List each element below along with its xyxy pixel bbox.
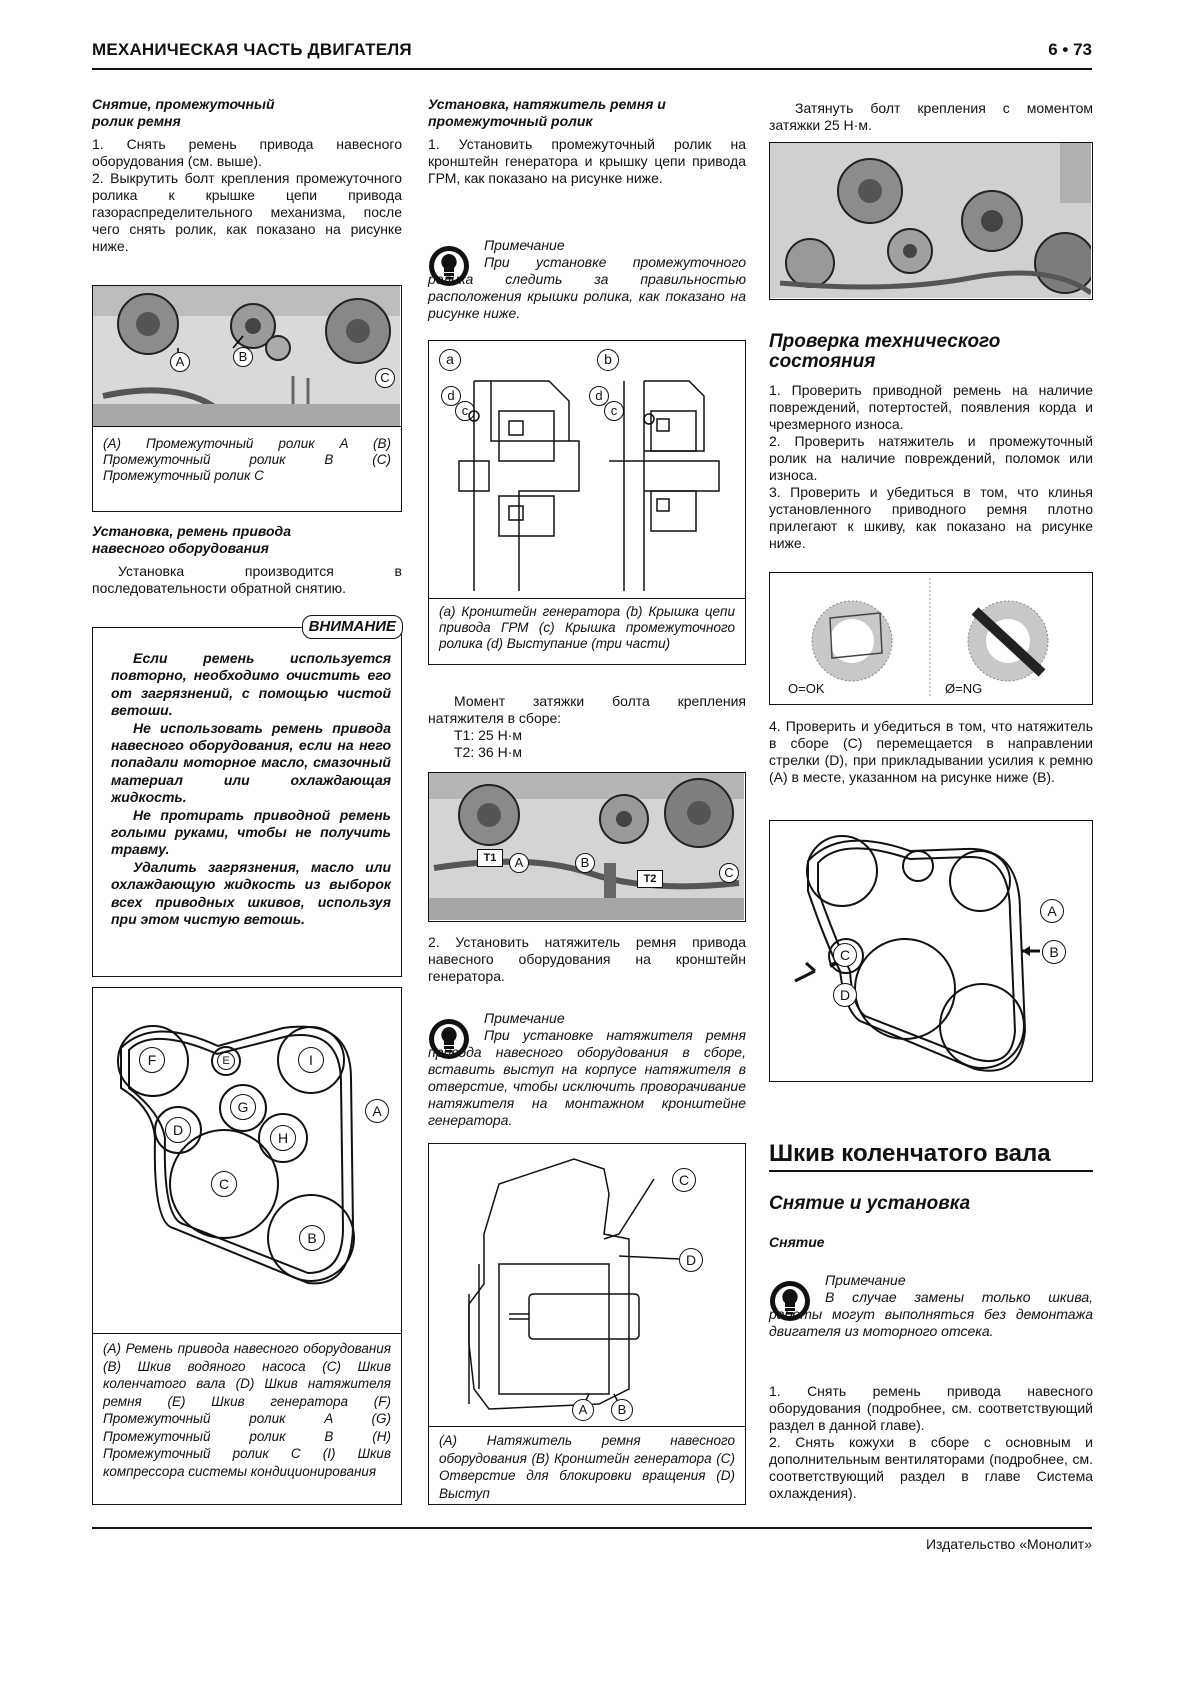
ok-label: O=OK: [788, 681, 825, 696]
callout-a: A: [509, 853, 529, 873]
callout-b: B: [575, 853, 595, 873]
figure-tensioner-photo: [428, 772, 746, 922]
callout-f: F: [139, 1047, 165, 1073]
subsection-removal-install: Снятие и установка: [769, 1193, 971, 1214]
callout-b: B: [611, 1399, 633, 1421]
figure-tensioner-bracket: [428, 1143, 746, 1505]
callout-a: A: [365, 1099, 389, 1123]
page-header: [92, 38, 1092, 70]
warning-box: [92, 618, 402, 977]
col3-check4-text: [769, 718, 1093, 786]
page-number: 6 • 73: [1048, 40, 1092, 59]
callout-d: D: [679, 1248, 703, 1272]
removal-step1: 1. Снять ремень привода навесного оборудования (подробнее, см. соответствующий раздел в данной главе).: [769, 1383, 1093, 1433]
publisher-footer: Издательство «Монолит»: [925, 1536, 1092, 1552]
note-title: Примечание: [825, 1272, 906, 1288]
warning-item: Если ремень используется повторно, необходимо очистить его от загрязнений, с помощью чистой ветоши.: [111, 650, 391, 719]
torque-t2: T2: 36 Н·м: [454, 744, 522, 760]
callout-g: G: [230, 1094, 256, 1120]
check2-text: 2. Проверить натяжитель и промежуточный ролик на наличие повреждений, поломок или износа.: [769, 433, 1093, 483]
figure-belt-routing: [92, 987, 402, 1505]
removal-step2: 2. Снять кожухи в сборе с основным и дополнительным вентиляторами (подробнее, см. соответствующий раздел в главе Система охлаждения).: [769, 1434, 1093, 1501]
callout-a-lower: a: [439, 349, 461, 371]
engine-photo-2: [429, 773, 744, 920]
col1-install-text: [92, 523, 402, 597]
col2-step2-text: [428, 934, 746, 985]
callout-c-lower: c: [455, 401, 475, 421]
col2-top-text: [428, 96, 746, 187]
callout-t1: T1: [477, 849, 503, 867]
engine-photo-3: [770, 143, 1091, 298]
col2-step1: 1. Установить промежуточный ролик на кронштейн генератора и крышку цепи привода ГРМ, как показано на рисунке ниже.: [428, 136, 746, 186]
callout-b: B: [1042, 940, 1066, 964]
figure-tensioner-photo-2: [769, 142, 1093, 300]
col3-removal-steps: [769, 1383, 1093, 1502]
heading-inspection: Проверка технического состояния: [769, 331, 1001, 372]
heading-tensioner-install: Установка, натяжитель ремня и промежуточный ролик: [428, 96, 666, 129]
callout-t2: T2: [637, 870, 663, 888]
note-idler-cover: [428, 237, 746, 327]
callout-i: I: [298, 1047, 324, 1073]
install-text: Установка производится в последовательности обратной снятию.: [92, 563, 402, 596]
note-title: Примечание: [484, 1010, 565, 1026]
callout-a: A: [572, 1399, 594, 1421]
warning-label: ВНИМАНИЕ: [302, 615, 403, 639]
fig2-caption: (A) Ремень привода навесного оборудования (B) Шкив водяного насоса (C) Шкив коленчатого вала (D) Шкив натяжителя ремня (E) Шкив генератора (F) Промежуточный ролик A (G) Промежуточный ролик B (H) Промежуточный ролик C (I) Шкив компрессора системы кондиционирования: [103, 1341, 391, 1479]
check1-text: 1. Проверить приводной ремень на наличие повреждений, потертостей, появления корда и чрезмерного износа.: [769, 382, 1093, 432]
note-pulley-only: [769, 1272, 1093, 1352]
figure-idler-cover-section: [428, 340, 746, 665]
torque-text: Момент затяжки болта крепления натяжителя в сборе:: [428, 693, 746, 726]
callout-a: A: [1040, 899, 1064, 923]
callout-d: D: [833, 983, 857, 1007]
tighten-text: Затянуть болт крепления с моментом затяжки 25 Н·м.: [769, 100, 1093, 133]
figure-belt-fit: [769, 572, 1093, 705]
note-title: Примечание: [484, 237, 565, 253]
callout-b: B: [299, 1225, 325, 1251]
fig3-caption: (a) Кронштейн генератора (b) Крышка цепи привода ГРМ (c) Крышка промежуточного ролика (d) Выступание (три части): [439, 604, 735, 651]
callout-d-lower: d: [441, 386, 461, 406]
callout-c-lower: c: [604, 401, 624, 421]
callout-c: C: [833, 943, 857, 967]
figure-idlers-photo: [92, 285, 402, 512]
torque-t1: T1: 25 Н·м: [454, 727, 522, 743]
callout-c: C: [375, 368, 395, 388]
callout-a: A: [170, 352, 190, 372]
check3-text: 3. Проверить и убедиться в том, что клинья установленного приводного ремня плотно прилегают к шкиву, как показано на рисунке ниже.: [769, 484, 1093, 551]
heading-idler-removal: Снятие, промежуточный ролик ремня: [92, 96, 275, 129]
chapter-title: МЕХАНИЧЕСКАЯ ЧАСТЬ ДВИГАТЕЛЯ: [92, 40, 412, 59]
col1-top-text: [92, 96, 402, 255]
fig1-caption: (A) Промежуточный ролик A (B) Промежуточный ролик B (C) Промежуточный ролик C: [103, 436, 391, 483]
check4-text: 4. Проверить и убедиться в том, что натяжитель в сборе (C) перемещается в направлении стрелки (D), при прикладывании усилия к ремню (A) в месте, указанном на рисунке ниже (B).: [769, 718, 1093, 785]
col3-check-text: [769, 332, 1093, 552]
step2-text: 2. Выкрутить болт крепления промежуточного ролика к крышке цепи привода газораспределительного механизма, после чего снять ролик, как показано на рисунке ниже.: [92, 170, 402, 254]
callout-h: H: [270, 1125, 296, 1151]
col2-torque-text: [428, 693, 746, 761]
callout-b-lower: b: [597, 349, 619, 371]
bracket-diagram: [429, 1144, 744, 1426]
note-tensioner-boss: [428, 1010, 746, 1135]
step1-text: 1. Снять ремень привода навесного оборудования (см. выше).: [92, 136, 402, 169]
warning-item: Не протирать приводной ремень голыми руками, чтобы не получить травму.: [111, 806, 391, 858]
footer-divider: [92, 1527, 1092, 1529]
callout-d: D: [165, 1117, 191, 1143]
callout-e: E: [217, 1052, 235, 1070]
belt-diagram: [93, 988, 400, 1333]
warning-item: Удалить загрязнения, масло или охлаждающую жидкость из выборок всех приводных шкивов, используя при этом чистую ветошь.: [111, 858, 391, 928]
ng-label: Ø=NG: [945, 681, 983, 696]
callout-c: C: [211, 1171, 237, 1197]
heading-belt-install: Установка, ремень привода навесного оборудования: [92, 523, 291, 556]
col3-crankshaft-section: [769, 1140, 1093, 1257]
fig5-caption: (A) Натяжитель ремня навесного оборудования (B) Кронштейн генератора (C) Отверстие для блокировки вращения (D) Выступ: [439, 1433, 735, 1501]
callout-b: B: [233, 347, 253, 367]
figure-tensioner-check: [769, 820, 1093, 1082]
note-text: В случае замены только шкива, работы могут выполняться без демонтажа двигателя из моторного отсека.: [769, 1289, 1093, 1339]
callout-c: C: [672, 1168, 696, 1192]
warning-item: Не использовать ремень привода навесного оборудования, если на него попадали моторное масло, смазочный материал или охлаждающая жидкость.: [111, 719, 391, 806]
section-diagram: [429, 341, 744, 599]
col2-step2: 2. Установить натяжитель ремня привода навесного оборудования на кронштейн генератора.: [428, 934, 746, 984]
subsubsection-removal: Снятие: [769, 1234, 825, 1250]
note-text: При установке натяжителя ремня привода навесного оборудования в сборе, вставить выступ на корпусе натяжителя в отверстие, чтобы исключить проворачивание натяжителя на монтажном кронштейне генератора.: [428, 1027, 746, 1128]
section-title-crankshaft: Шкив коленчатого вала: [769, 1140, 1093, 1172]
callout-c: C: [719, 863, 739, 883]
callout-d-lower: d: [589, 386, 609, 406]
note-text: При установке промежуточного ролика следить за правильностью расположения крышки ролика, как показано на рисунке ниже.: [428, 254, 746, 321]
col3-tighten-text: [769, 100, 1093, 134]
